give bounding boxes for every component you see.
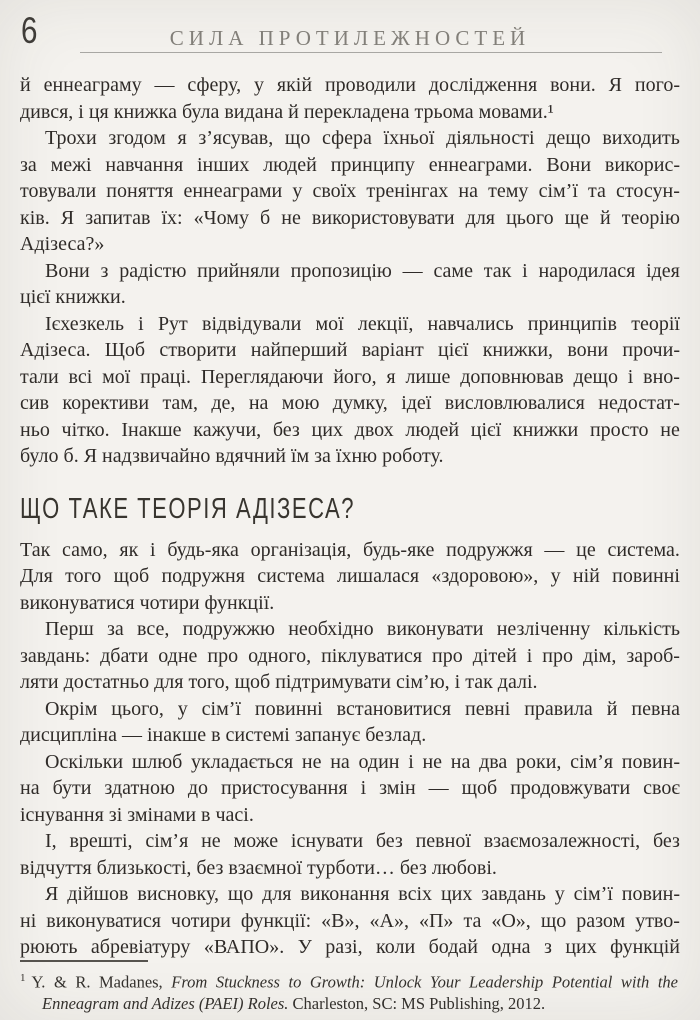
text-line: Для того щоб подружня система лишалася «здоровою», у ній повинні <box>20 565 680 587</box>
paragraph <box>20 72 680 125</box>
text-line: ньо чітко. Інакше кажучи, без цих двох людей цієї книжки просто не <box>20 418 680 441</box>
text-line: ні виконуватися чотири функції: «В», «А», «П» та «О», що разом утво- <box>20 909 680 932</box>
text-line: Трохи згодом я з’ясував, що сфера їхньої діяльності дещо виходить <box>45 127 680 149</box>
text-line: Оскільки шлюб укладається не на один і не на два роки, сім’я повин- <box>45 750 680 773</box>
footnote-text <box>20 968 678 1015</box>
text-line: цієї книжки. <box>20 286 126 308</box>
text-line: ків. Я запитав їх: «Чому б не використовувати для цього ще й теорію <box>20 206 680 229</box>
paragraph <box>20 749 680 829</box>
header-rule <box>80 52 662 53</box>
body-text <box>20 72 680 961</box>
section-heading: ЩО ТАКЕ ТЕОРІЯ АДІЗЕСА? <box>20 492 356 525</box>
text-line: й еннеаграму — сферу, у якій проводили дослідження вони. Я пого- <box>20 74 680 96</box>
text-line: Окрім цього, у сім’ї повинні встановитися певні правила й певна <box>45 697 680 720</box>
footnote-citation-publisher: Charleston, SC: MS Publishing, 2012. <box>288 993 546 1013</box>
text-line: Адізеса. Щоб створити найперший варіант цієї книжки, вони прочи- <box>20 339 680 361</box>
paragraph <box>20 696 680 749</box>
paragraph <box>20 537 680 617</box>
footnote-rule <box>20 960 148 962</box>
footnote-marker: 1 <box>20 971 26 984</box>
text-line: ляти достатньо для того, щоб підтримувати сім’ю, і так далі. <box>20 671 538 693</box>
footnote-citation-authors: Y. & R. Madanes, <box>31 972 172 991</box>
text-line: на бути здатною до пристосування і змін — щоб продовжувати своє <box>20 777 680 799</box>
text-line: Вони з радістю прийняли пропозицію — саме так і народилася ідея <box>45 259 680 282</box>
text-line: товували поняття еннеаграми у своїх тренінгах на тему сім’ї та стосун- <box>20 180 680 202</box>
footnote <box>20 960 678 1015</box>
paragraph <box>20 258 680 311</box>
text-line: Я дійшов висновку, що для виконання всіх цих завдань у сім’ї повин- <box>45 883 680 905</box>
text-line: існування зі змінами в часі. <box>20 803 254 826</box>
paragraph <box>20 616 680 696</box>
paragraph <box>20 125 680 258</box>
page-header <box>0 0 700 58</box>
footnote-citation-title: From Stuckness to Growth: Unlock Your Leadership Potential with the Enneagram and Adizes (PAEI) Roles. <box>42 972 678 1013</box>
text-line: рюють абревіатуру «ВАПО». У разі, коли бодай одна з цих функцій <box>20 936 680 958</box>
text-line: Ієхезкель і Рут відвідували мої лекції, навчались принципів теорії <box>45 312 680 335</box>
text-line: Так само, як і будь-яка організація, будь-яке подружжя — це система. <box>20 538 680 561</box>
paragraph <box>20 881 680 961</box>
text-line: завдань: дбати одне про одного, піклуватися про дітей і про дім, зароб- <box>20 644 680 667</box>
text-line: виконуватися чотири функції. <box>20 591 275 614</box>
text-line: було б. Я надзвичайно вдячний їм за їхню роботу. <box>20 445 444 467</box>
text-line: за межі навчання інших людей принципу еннеаграми. Вони викорис- <box>20 153 680 176</box>
text-line: тали всі мої праці. Переглядаючи його, я лише доповнював дещо і вно- <box>20 365 680 388</box>
text-line: Адізеса?» <box>20 233 105 255</box>
running-title: СИЛА ПРОТИЛЕЖНОСТЕЙ <box>169 26 531 50</box>
page-number: 6 <box>21 10 38 51</box>
paragraph <box>20 828 680 881</box>
text-line: дився, і ця книжка була видана й перекладена трьома мовами.¹ <box>20 100 554 123</box>
text-line: І, врешті, сім’я не може існувати без певної взаємозалежності, без <box>45 830 680 852</box>
paragraph <box>20 311 680 470</box>
text-line: відчуття близькості, без взаємної турботи… без любові. <box>20 856 497 879</box>
text-line: сив корективи там, де, на мою думку, ідеї висловлювалися недостат- <box>20 392 680 414</box>
text-line: Перш за все, подружжю необхідно виконувати незліченну кількість <box>45 618 680 640</box>
text-line: дисципліна — інакше в системі запанує безлад. <box>20 724 427 746</box>
